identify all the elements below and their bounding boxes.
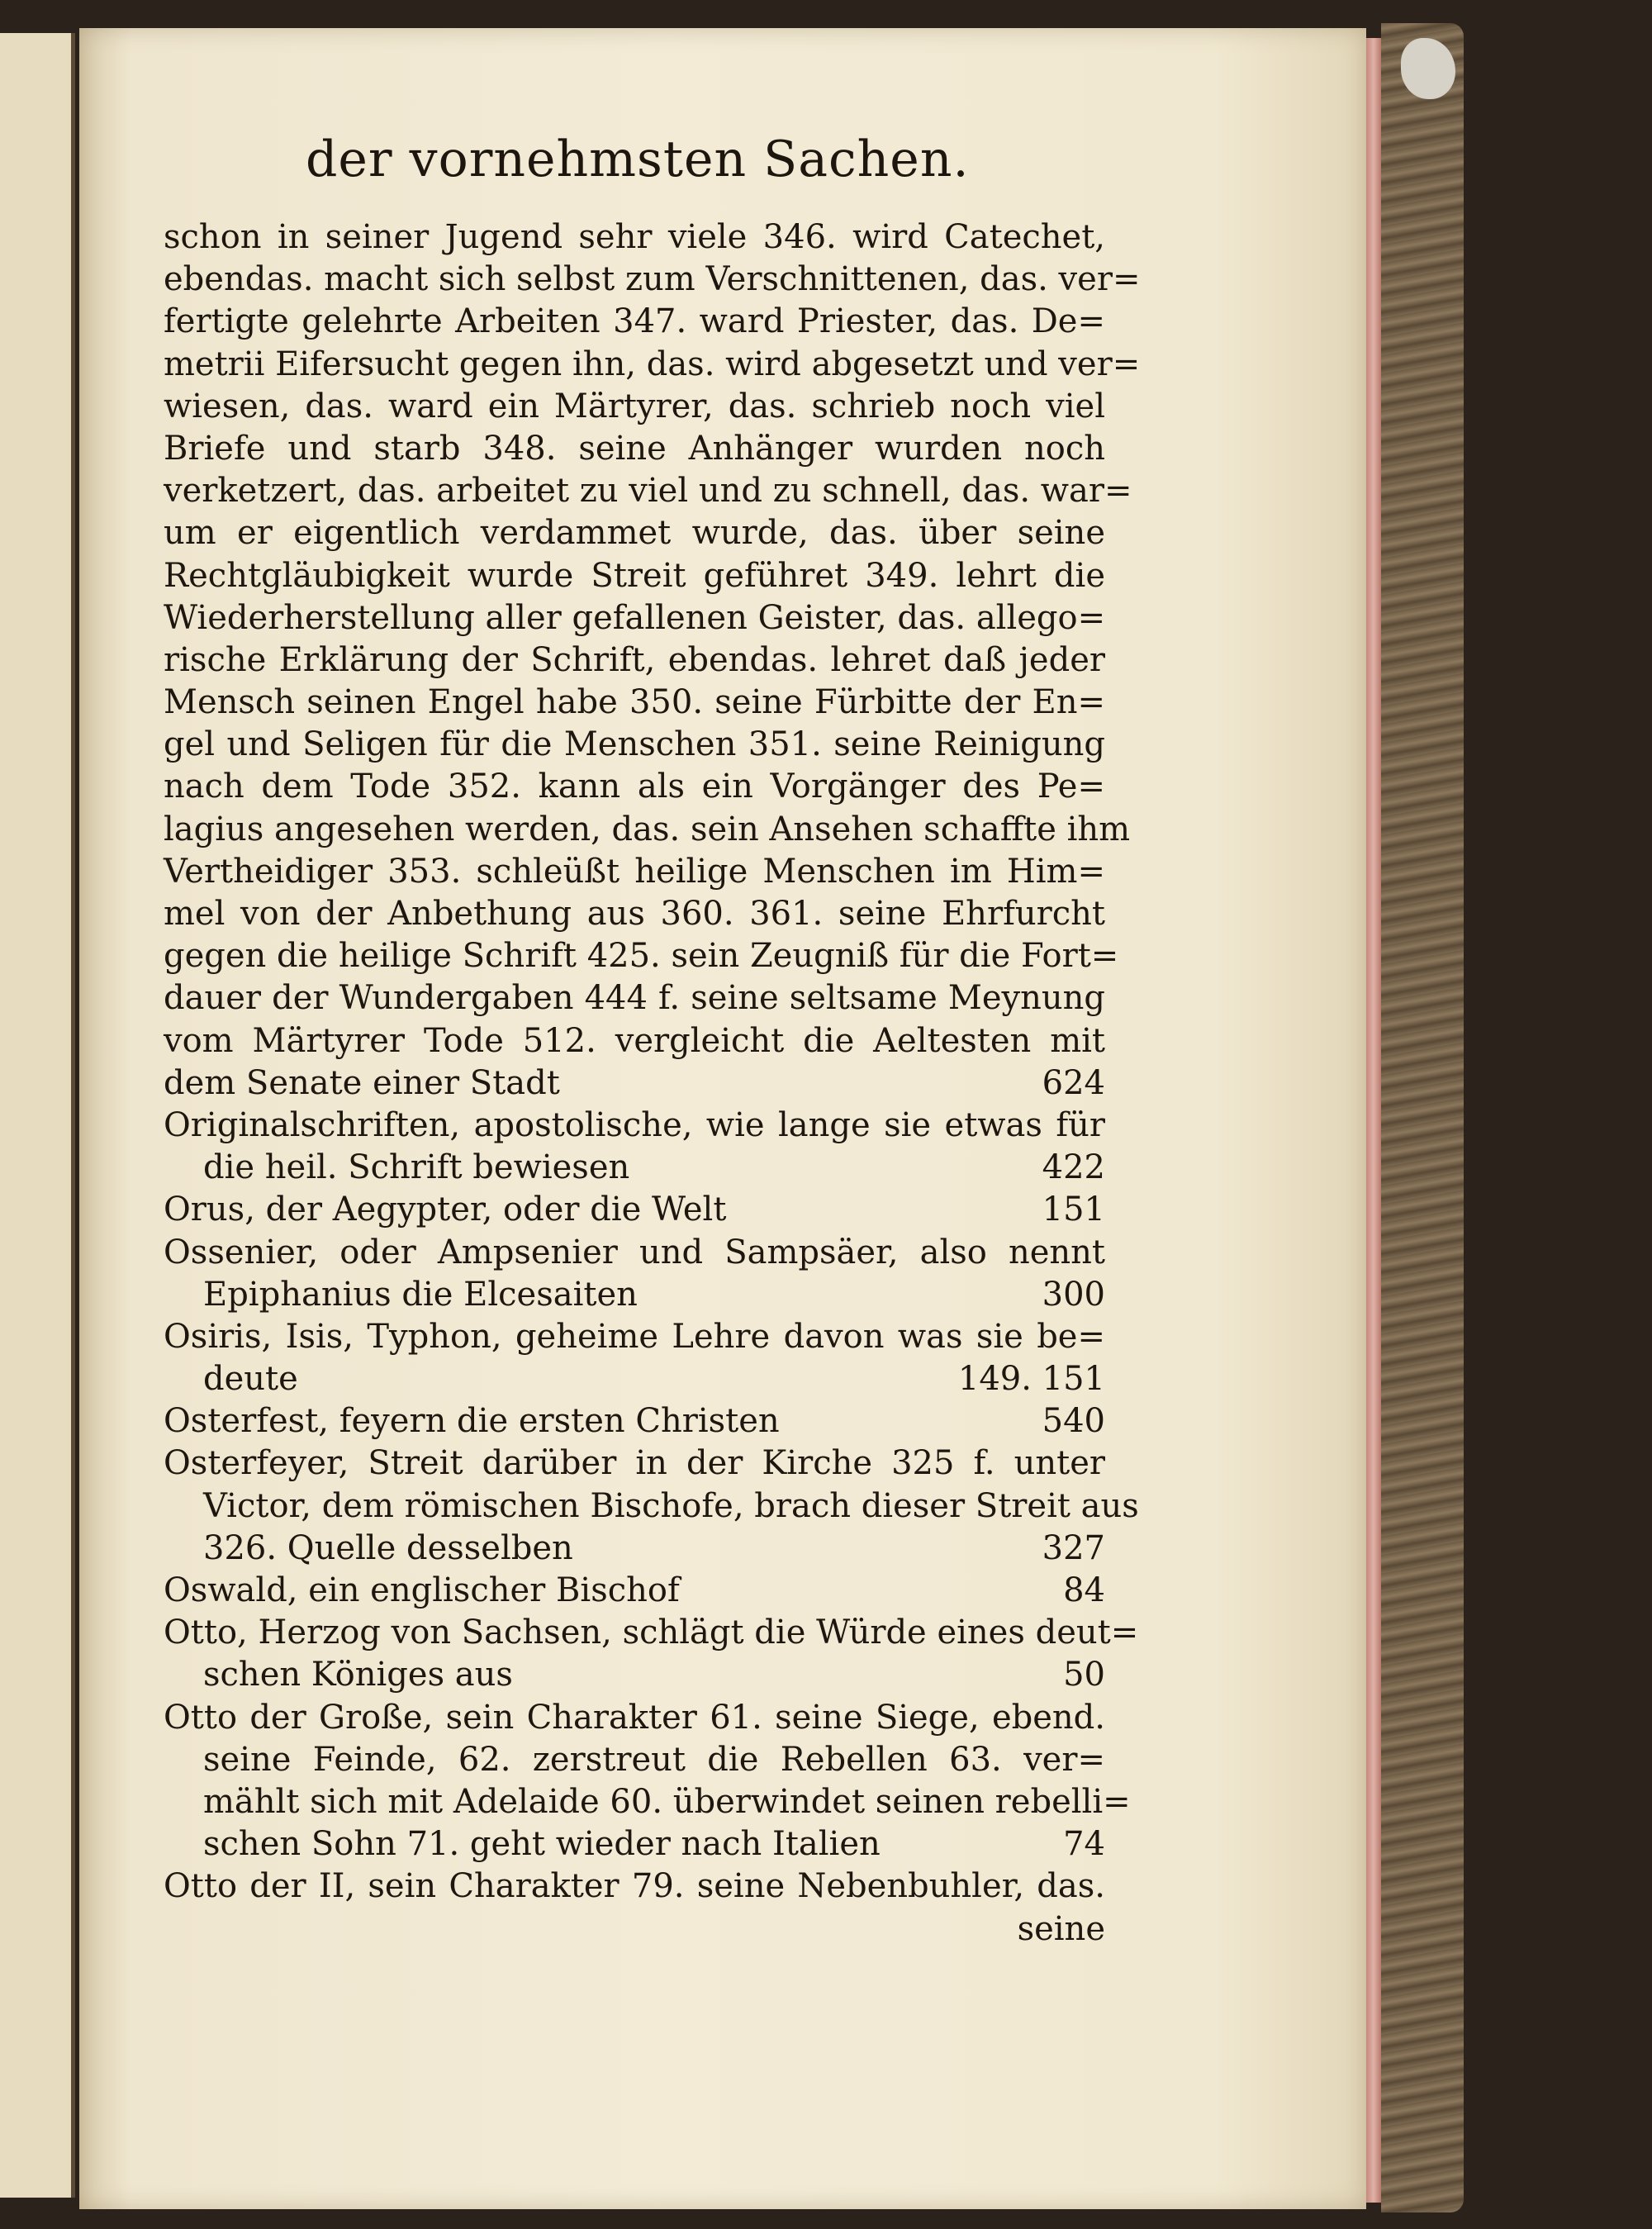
- entry-text: schen Sohn 71. geht wieder nach Italien: [203, 1825, 881, 1864]
- entry-last-line: [164, 1274, 1105, 1316]
- index-line: um er eigentlich verdammet wurde, das. über seine: [164, 514, 1105, 553]
- entry-heading-line: Osterfeyer, Streit darüber in der Kirche 325 f. unter: [164, 1444, 1105, 1483]
- entry-heading-line: Originalschriften, apostolische, wie lange sie etwas für: [164, 1105, 1105, 1144]
- index-line: Vertheidiger 353. schleüßt heilige Menschen im Him=: [164, 852, 1105, 891]
- page-ref: 540: [1042, 1402, 1105, 1441]
- entry-last-line: [164, 1823, 1105, 1865]
- book-cover: [1381, 23, 1464, 2212]
- entry-heading-line: Otto, Herzog von Sachsen, schlägt die Würde eines deut=: [164, 1614, 1139, 1652]
- page-ref: 149. 151: [957, 1360, 1105, 1399]
- index-text: [164, 216, 1141, 1951]
- entry-text: dem Senate einer Stadt: [164, 1063, 560, 1102]
- page-ref: 300: [1042, 1275, 1105, 1314]
- page-ref: 151: [1042, 1191, 1105, 1229]
- entry-text: Epiphanius die Elcesaiten: [203, 1275, 638, 1314]
- index-line: Briefe und starb 348. seine Anhänger wurden noch: [164, 429, 1105, 468]
- entry-text: 326. Quelle desselben: [203, 1528, 573, 1567]
- index-line: schon in seiner Jugend sehr viele 346. wird Catechet,: [164, 218, 1105, 256]
- index-line: gegen die heilige Schrift 425. sein Zeugniß für die Fort=: [164, 937, 1119, 976]
- entry-text: die heil. Schrift bewiesen: [203, 1148, 630, 1187]
- entry-continuation-line: Victor, dem römischen Bischofe, brach dieser Streit aus: [203, 1486, 1139, 1525]
- entry-last-line: [164, 1654, 1105, 1696]
- index-line: nach dem Tode 352. kann als ein Vorgänger des Pe=: [164, 768, 1105, 806]
- index-line: fertigte gelehrte Arbeiten 347. ward Priester, das. De=: [164, 302, 1105, 341]
- page-ref: 624: [1042, 1063, 1105, 1102]
- index-line: gel und Seligen für die Menschen 351. seine Reinigung: [164, 725, 1105, 764]
- catchword: seine: [1017, 1909, 1105, 1948]
- entry-text: Orus, der Aegypter, oder die Welt: [164, 1191, 727, 1229]
- index-line: mel von der Anbethung aus 360. 361. seine Ehrfurcht: [164, 895, 1105, 933]
- page-ref: 84: [1063, 1571, 1105, 1609]
- index-line: ebendas. macht sich selbst zum Verschnittenen, das. ver=: [164, 260, 1141, 299]
- index-line: Mensch seinen Engel habe 350. seine Fürbitte der En=: [164, 683, 1105, 722]
- page-ref: 422: [1042, 1148, 1105, 1187]
- entry-continuation-line: mählt sich mit Adelaide 60. überwindet seinen rebelli=: [203, 1782, 1131, 1821]
- entry-text: Oswald, ein englischer Bischof: [164, 1571, 680, 1609]
- entry-text: deute: [203, 1360, 298, 1399]
- entry-last-line: [164, 1528, 1105, 1570]
- index-line: rische Erklärung der Schrift, ebendas. lehret daß jeder: [164, 640, 1105, 679]
- index-line: lagius angesehen werden, das. sein Ansehen schaffte ihm: [164, 810, 1131, 848]
- index-line: wiesen, das. ward ein Märtyrer, das. schrieb noch viel: [164, 387, 1105, 425]
- entry-heading-line: Ossenier, oder Ampsenier und Sampsäer, also nennt: [164, 1233, 1105, 1271]
- page-ref: 74: [1063, 1825, 1105, 1864]
- entry-text: Osterfest, feyern die ersten Christen: [164, 1402, 780, 1441]
- entry-heading-line: [164, 1189, 1105, 1231]
- index-line: Rechtgläubigkeit wurde Streit geführet 349. lehrt die: [164, 556, 1105, 595]
- entry-heading-line: Osiris, Isis, Typhon, geheime Lehre davon was sie be=: [164, 1317, 1105, 1356]
- entry-text: schen Königes aus: [203, 1656, 513, 1694]
- index-line: verketzert, das. arbeitet zu viel und zu schnell, das. war=: [164, 472, 1132, 511]
- running-header: der vornehmsten Sachen.: [306, 131, 970, 188]
- index-line: [164, 1062, 1105, 1105]
- entry-heading-line: Otto der Große, sein Charakter 61. seine Siege, ebend.: [164, 1698, 1105, 1737]
- entry-heading-line: [164, 1570, 1105, 1612]
- entry-last-line: [164, 1147, 1105, 1189]
- page-ref: 50: [1063, 1656, 1105, 1694]
- index-line: vom Märtyrer Tode 512. vergleicht die Aeltesten mit: [164, 1021, 1105, 1060]
- left-page-edge: [0, 33, 75, 2198]
- entry-heading-line: Otto der II, sein Charakter 79. seine Nebenbuhler, das.: [164, 1867, 1105, 1906]
- index-line: metrii Eifersucht gegen ihn, das. wird abgesetzt und ver=: [164, 345, 1141, 383]
- index-line: Wiederherstellung aller gefallenen Geister, das. allego=: [164, 598, 1106, 637]
- entry-heading-line: [164, 1400, 1105, 1442]
- page-edge-red: [1366, 38, 1381, 2203]
- entry-last-line: [164, 1358, 1105, 1400]
- page-ref: 327: [1042, 1528, 1105, 1567]
- index-line: dauer der Wundergaben 444 f. seine seltsame Meynung: [164, 979, 1105, 1018]
- entry-continuation-line: seine Feinde, 62. zerstreut die Rebellen 63. ver=: [203, 1740, 1105, 1779]
